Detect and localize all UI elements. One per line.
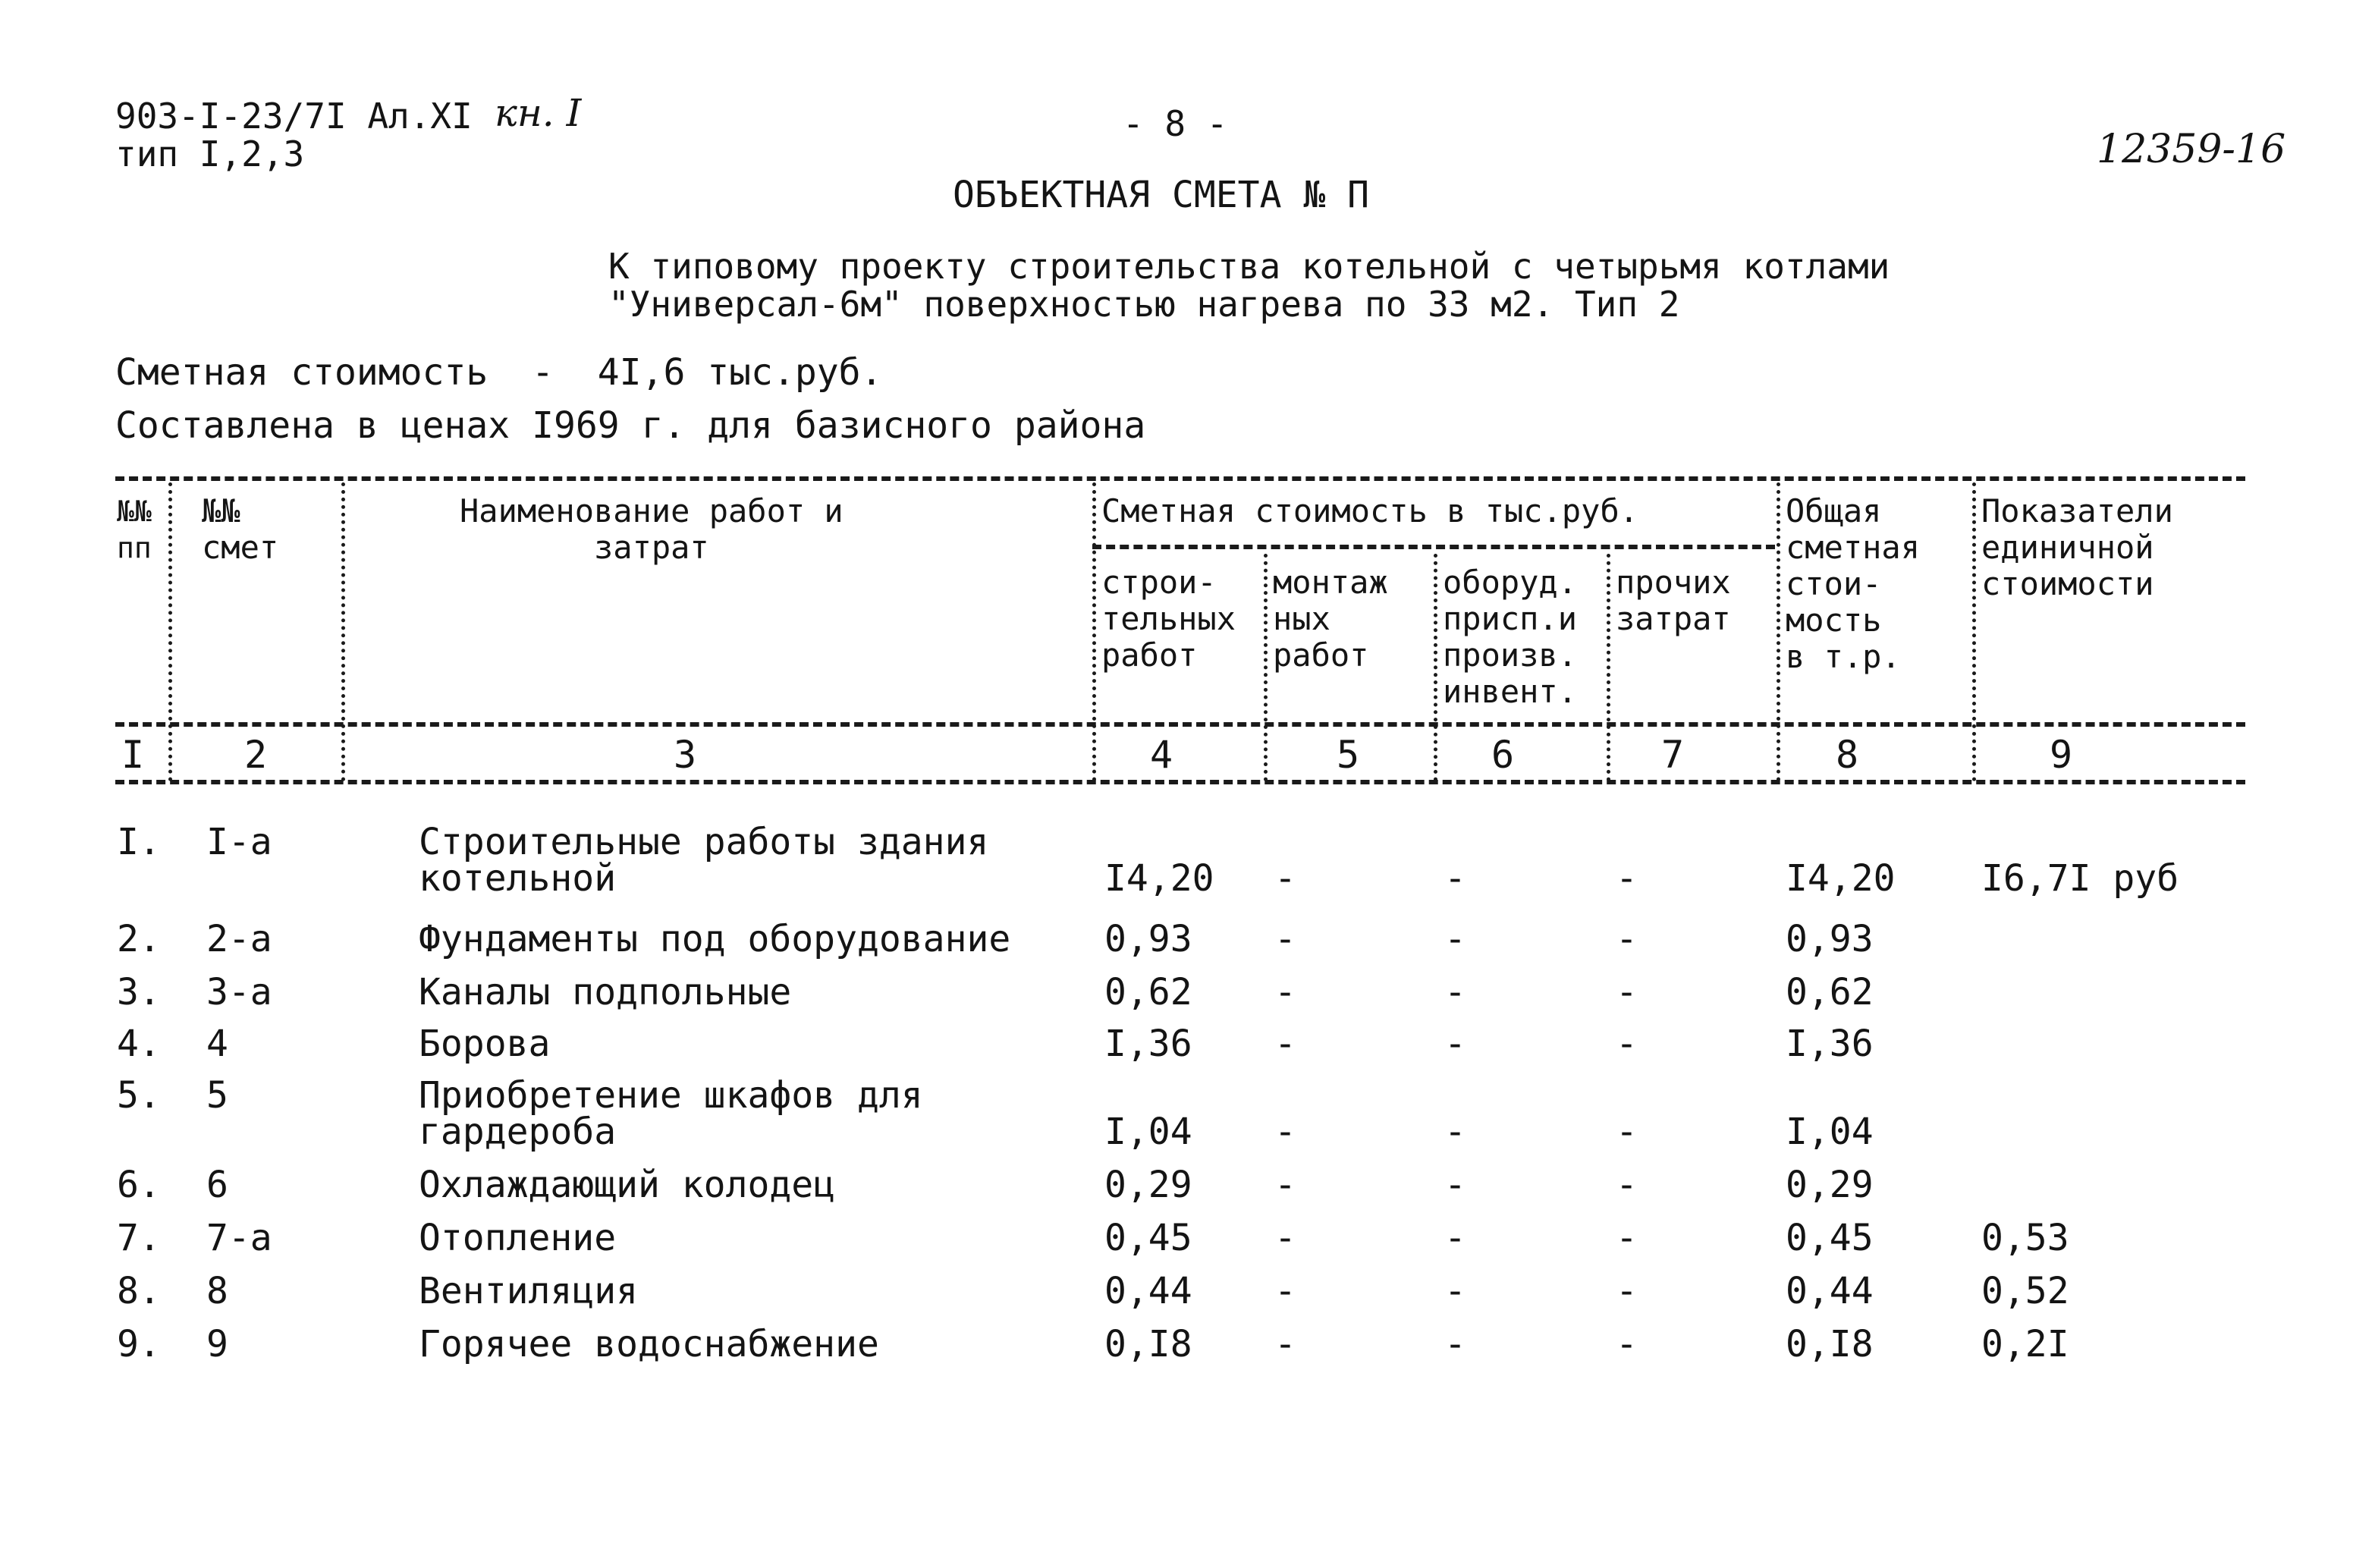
header-top-rule <box>115 476 2245 481</box>
work-name: Приобретение шкафов для гардероба <box>419 1074 923 1153</box>
column-number: 8 <box>1836 733 1859 777</box>
equipment-cost: - <box>1444 1023 1466 1065</box>
column-number: I <box>121 733 145 777</box>
column-divider <box>1434 554 1437 781</box>
construction-cost: 0,45 <box>1104 1217 1192 1259</box>
page-number: - 8 - <box>1123 103 1228 144</box>
other-cost: - <box>1616 1217 1638 1259</box>
header-estimate-number: №№ смет <box>202 492 279 566</box>
other-cost: - <box>1616 857 1638 900</box>
table-row <box>0 1323 2375 1402</box>
work-name: Фундаменты под оборудование <box>419 918 1011 960</box>
work-name: Вентиляция <box>419 1270 638 1312</box>
column-divider <box>1607 554 1610 781</box>
handwritten-note: кн. I <box>495 91 582 135</box>
installation-cost: - <box>1274 1217 1296 1259</box>
subtitle-line-2: "Универсал-6м" поверхностью нагрева по 33 м2. Тип 2 <box>608 284 1680 325</box>
column-number: 9 <box>2050 733 2073 777</box>
other-cost: - <box>1616 1323 1638 1365</box>
subtitle-line-1: К типовому проекту строительства котельной с четырьмя котлами <box>608 246 1890 287</box>
estimate-number: 9 <box>206 1323 228 1365</box>
header-work-name: Наименование работ и затрат <box>460 492 844 566</box>
column-divider <box>1092 482 1096 781</box>
row-number: 3. <box>117 971 161 1013</box>
document-type-line: тип I,2,3 <box>115 134 305 174</box>
estimate-number: 8 <box>206 1270 228 1312</box>
work-name: Строительные работы здания котельной <box>419 821 989 900</box>
row-number: 7. <box>117 1217 161 1259</box>
equipment-cost: - <box>1444 1217 1466 1259</box>
work-name: Каналы подпольные <box>419 971 792 1013</box>
estimate-number: 7-а <box>206 1217 272 1259</box>
other-cost: - <box>1616 1270 1638 1312</box>
total-cost: I,36 <box>1786 1023 1874 1065</box>
row-number: 5. <box>117 1074 161 1117</box>
equipment-cost: - <box>1444 1270 1466 1312</box>
document-number: 12359-16 <box>2097 127 2286 172</box>
header-total-cost: Общая сметная стои- мость в т.р. <box>1786 492 1921 675</box>
construction-cost: 0,29 <box>1104 1164 1192 1206</box>
other-cost: - <box>1616 1023 1638 1065</box>
other-cost: - <box>1616 971 1638 1013</box>
column-number: 2 <box>244 733 268 777</box>
equipment-cost: - <box>1444 971 1466 1013</box>
row-number: 8. <box>117 1270 161 1312</box>
group-header-rule <box>1092 545 1775 549</box>
row-number: 6. <box>117 1164 161 1206</box>
work-name: Отопление <box>419 1217 617 1259</box>
construction-cost: 0,62 <box>1104 971 1192 1013</box>
header-equipment: оборуд. присп.и произв. инвент. <box>1443 564 1578 710</box>
construction-cost: 0,I8 <box>1104 1323 1192 1365</box>
work-name: Горячее водоснабжение <box>419 1323 879 1365</box>
column-divider <box>1972 482 1976 781</box>
installation-cost: - <box>1274 1270 1296 1312</box>
estimate-number: 4 <box>206 1023 228 1065</box>
equipment-cost: - <box>1444 1323 1466 1365</box>
estimated-cost: Сметная стоимость - 4I,6 тыс.руб. <box>115 351 883 394</box>
installation-cost: - <box>1274 971 1296 1013</box>
row-number: 4. <box>117 1023 161 1065</box>
unit-cost-indicator: 0,2I <box>1981 1323 2069 1365</box>
total-cost: 0,45 <box>1786 1217 1874 1259</box>
row-number: 9. <box>117 1323 161 1365</box>
equipment-cost: - <box>1444 1164 1466 1206</box>
work-name: Охлаждающий колодец <box>419 1164 836 1206</box>
estimate-number: 6 <box>206 1164 228 1206</box>
column-number: 6 <box>1491 733 1515 777</box>
equipment-cost: - <box>1444 918 1466 960</box>
unit-cost-indicator: 0,52 <box>1981 1270 2069 1312</box>
header-construction-works: строи- тельных работ <box>1101 564 1236 674</box>
total-cost: I4,20 <box>1786 857 1896 900</box>
installation-cost: - <box>1274 1323 1296 1365</box>
total-cost: 0,29 <box>1786 1164 1874 1206</box>
unit-cost-indicator: I6,7I руб <box>1981 857 2179 900</box>
header-other-costs: прочих затрат <box>1616 564 1731 637</box>
table-row <box>0 1074 2375 1153</box>
estimate-number: I-а <box>206 821 272 863</box>
document-code: 903-I-23/7I Ал.XI <box>115 96 473 137</box>
header-cost-group: Сметная стоимость в тыс.руб. <box>1101 492 1639 529</box>
equipment-cost: - <box>1444 857 1466 900</box>
column-numbers-rule <box>115 780 2245 784</box>
estimate-number: 3-а <box>206 971 272 1013</box>
other-cost: - <box>1616 1164 1638 1206</box>
header-installation-works: монтаж ных работ <box>1273 564 1388 674</box>
total-cost: 0,I8 <box>1786 1323 1874 1365</box>
construction-cost: I4,20 <box>1104 857 1214 900</box>
header-row-number: №№ пп <box>117 495 152 564</box>
prices-basis: Составлена в ценах I969 г. для базисного района <box>115 404 1146 447</box>
installation-cost: - <box>1274 918 1296 960</box>
construction-cost: I,04 <box>1104 1111 1192 1153</box>
column-divider <box>341 482 345 781</box>
row-number: I. <box>117 821 161 863</box>
work-name: Борова <box>419 1023 551 1065</box>
header-unit-indicators: Показатели единичной стоимости <box>1981 492 2173 602</box>
construction-cost: 0,93 <box>1104 918 1192 960</box>
estimate-number: 5 <box>206 1074 228 1117</box>
construction-cost: 0,44 <box>1104 1270 1192 1312</box>
column-divider <box>1777 482 1780 781</box>
installation-cost: - <box>1274 1164 1296 1206</box>
column-number: 3 <box>674 733 697 777</box>
column-number: 7 <box>1661 733 1685 777</box>
column-divider <box>168 482 172 781</box>
installation-cost: - <box>1274 857 1296 900</box>
equipment-cost: - <box>1444 1111 1466 1153</box>
row-number: 2. <box>117 918 161 960</box>
unit-cost-indicator: 0,53 <box>1981 1217 2069 1259</box>
total-cost: 0,44 <box>1786 1270 1874 1312</box>
total-cost: 0,62 <box>1786 971 1874 1013</box>
installation-cost: - <box>1274 1111 1296 1153</box>
construction-cost: I,36 <box>1104 1023 1192 1065</box>
page-title: ОБЪЕКТНАЯ СМЕТА № П <box>953 174 1370 216</box>
column-divider <box>1264 554 1268 781</box>
installation-cost: - <box>1274 1023 1296 1065</box>
other-cost: - <box>1616 918 1638 960</box>
other-cost: - <box>1616 1111 1638 1153</box>
table-row <box>0 821 2375 900</box>
column-number: 5 <box>1337 733 1360 777</box>
header-bottom-rule <box>115 722 2245 727</box>
estimate-number: 2-а <box>206 918 272 960</box>
column-number: 4 <box>1150 733 1173 777</box>
total-cost: 0,93 <box>1786 918 1874 960</box>
total-cost: I,04 <box>1786 1111 1874 1153</box>
